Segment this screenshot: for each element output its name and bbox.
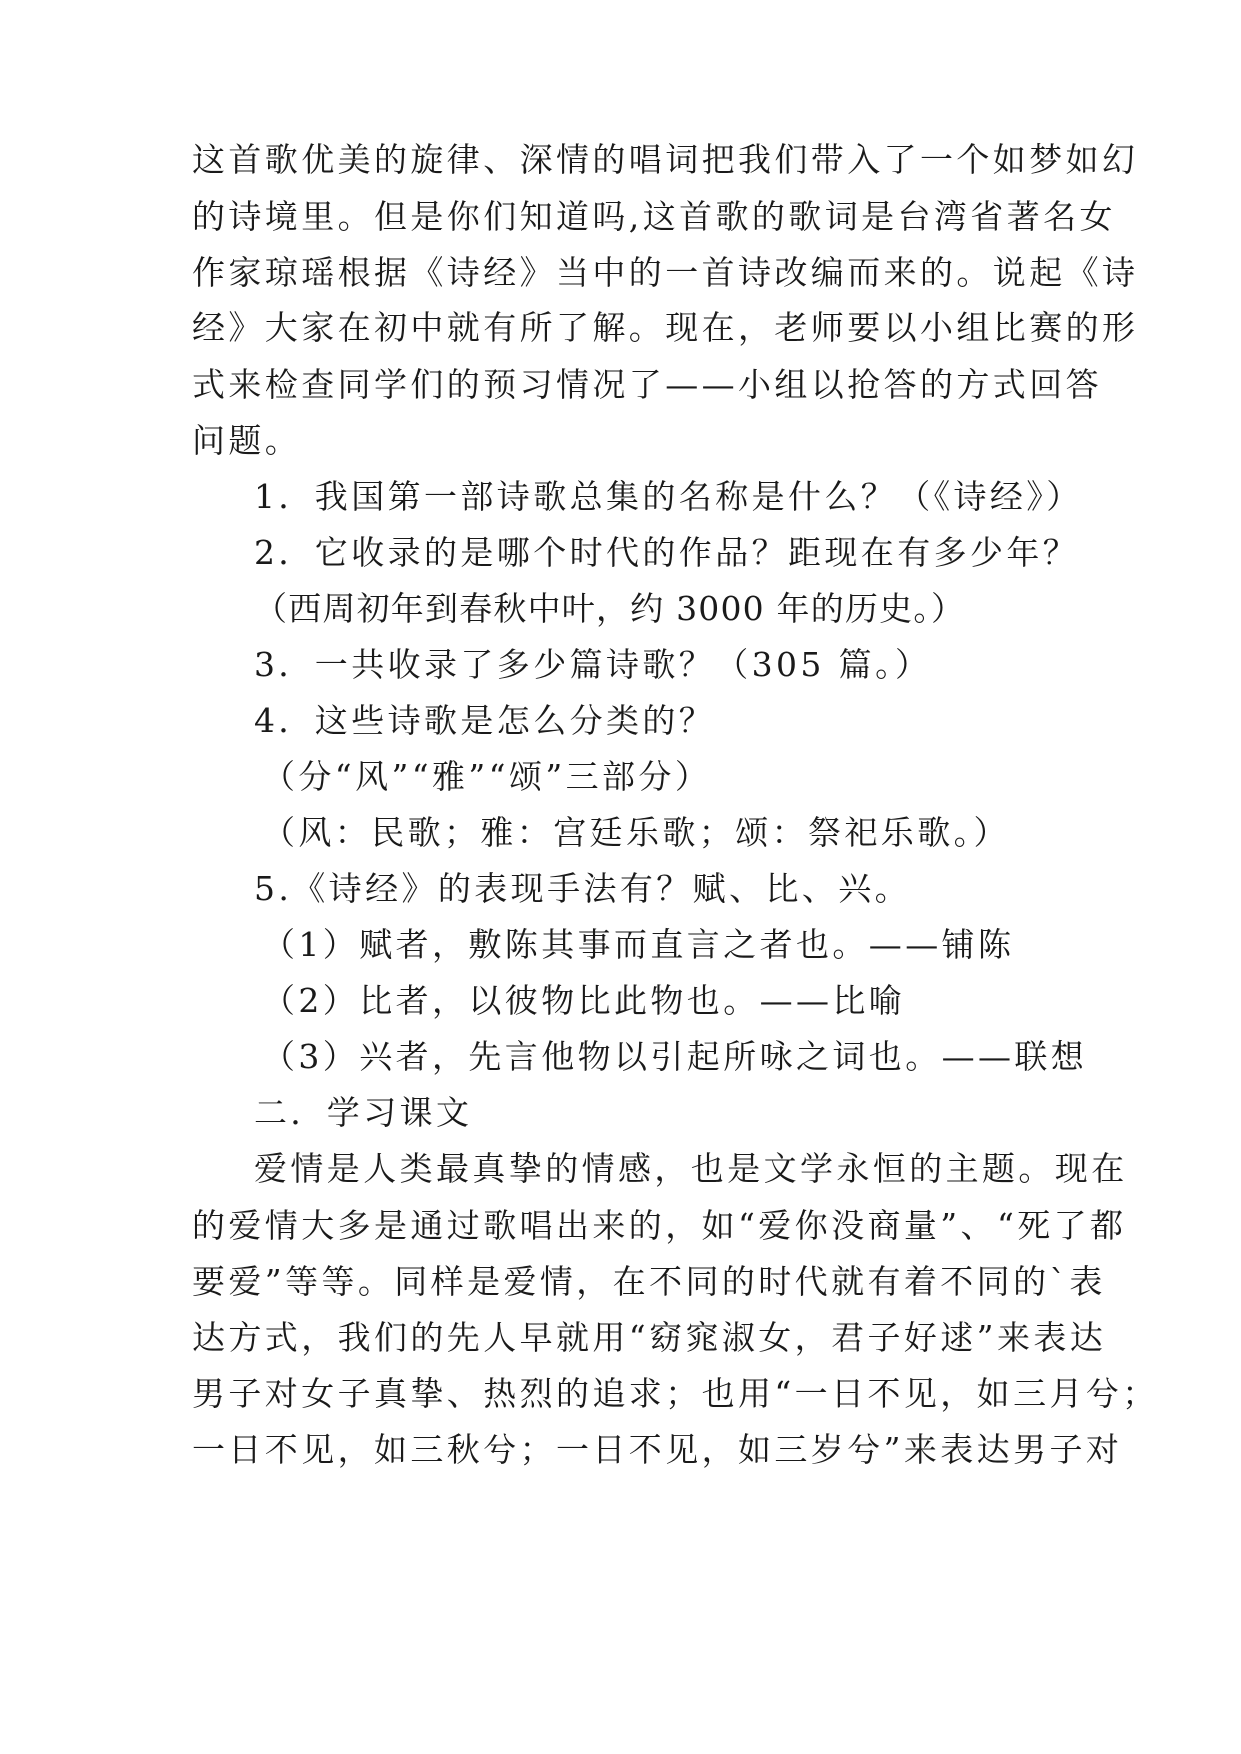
paragraph-line: 要爱”等等。同样是爱情，在不同的时代就有着不同的`表 <box>192 1262 1106 1301</box>
technique-3: （3）兴者，先言他物以引起所咏之词也。——联想 <box>262 1037 1088 1076</box>
paragraph-line: 爱情是人类最真挚的情感，也是文学永恒的主题。现在 <box>254 1149 1128 1188</box>
answer-4a: （分“风”“雅”“颂”三部分） <box>262 757 712 796</box>
paragraph-line: 一日不见，如三秋兮；一日不见，如三岁兮”来表达男子对 <box>192 1430 1123 1469</box>
paragraph-line: 经》大家在初中就有所了解。现在，老师要以小组比赛的形 <box>192 308 1139 347</box>
technique-1: （1）赋者，敷陈其事而直言之者也。——铺陈 <box>262 925 1015 964</box>
question-3: 3．一共收录了多少篇诗歌？（305 篇。） <box>254 645 932 684</box>
paragraph-line: 这首歌优美的旋律、深情的唱词把我们带入了一个如梦如幻 <box>192 140 1139 179</box>
section-heading: 二．学习课文 <box>254 1093 473 1132</box>
technique-2: （2）比者，以彼物比此物也。——比喻 <box>262 981 906 1020</box>
question-1: 1．我国第一部诗歌总集的名称是什么？（《诗经》） <box>254 477 1083 516</box>
question-5: 5.《诗经》的表现手法有？赋、比、兴。 <box>254 869 912 908</box>
paragraph-line: 的诗境里。但是你们知道吗,这首歌的歌词是台湾省著名女 <box>192 197 1116 236</box>
paragraph-line: 男子对女子真挚、热烈的追求；也用“一日不见，如三月兮； <box>192 1374 1159 1413</box>
answer-4b: （风：民歌；雅：宫廷乐歌；颂：祭祀乐歌。） <box>262 813 1010 852</box>
answer-2: （西周初年到春秋中叶，约 3000 年的历史。） <box>254 589 966 628</box>
question-2: 2．它收录的是哪个时代的作品？距现在有多少年？ <box>254 533 1080 572</box>
paragraph-line: 式来检查同学们的预习情况了——小组以抢答的方式回答 <box>192 365 1102 404</box>
paragraph-line: 达方式，我们的先人早就用“窈窕淑女，君子好逑”来表达 <box>192 1318 1107 1357</box>
question-4: 4．这些诗歌是怎么分类的？ <box>254 701 716 740</box>
paragraph-line: 作家琼瑶根据《诗经》当中的一首诗改编而来的。说起《诗 <box>192 253 1139 292</box>
paragraph-line: 问题。 <box>192 421 302 460</box>
paragraph-line: 的爱情大多是通过歌唱出来的，如“爱你没商量”、“死了都 <box>192 1206 1127 1245</box>
